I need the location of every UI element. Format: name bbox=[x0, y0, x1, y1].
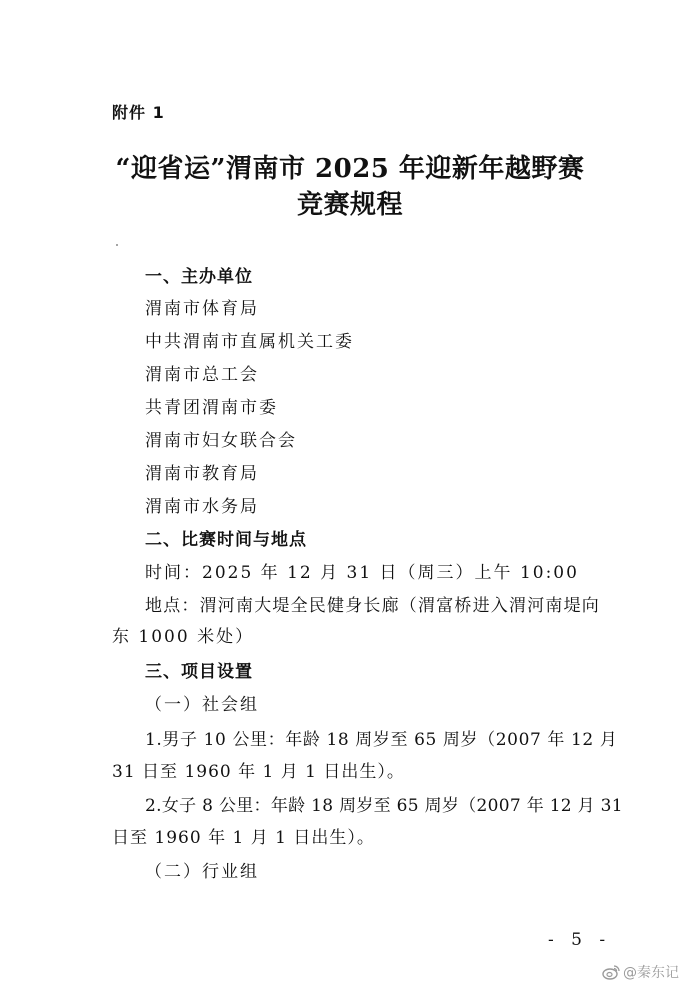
organizer-item: 中共渭南市直属机关工委 bbox=[145, 332, 354, 352]
group-heading-industry: （二）行业组 bbox=[145, 862, 259, 882]
section-heading-time-location: 二、比赛时间与地点 bbox=[145, 530, 307, 550]
document-subtitle: 竞赛规程 bbox=[296, 190, 403, 220]
event-time: 时间：2025 年 12 月 31 日（周三）上午 10:00 bbox=[145, 563, 579, 583]
attachment-label: 附件 1 bbox=[112, 103, 165, 122]
organizer-item: 共青团渭南市委 bbox=[145, 398, 278, 418]
event-item-men: 1.男子 10 公里：年龄 18 周岁至 65 周岁（2007 年 12 月 bbox=[145, 730, 618, 750]
organizer-item: 渭南市总工会 bbox=[145, 365, 259, 385]
page-number: - 5 - bbox=[548, 930, 612, 950]
event-location-continued: 东 1000 米处） bbox=[112, 627, 255, 647]
organizer-item: 渭南市体育局 bbox=[145, 299, 259, 319]
event-item-women-continued: 日至 1960 年 1 月 1 日出生）。 bbox=[112, 828, 375, 848]
document-title: “迎省运”渭南市 2025 年迎新年越野赛 bbox=[115, 154, 585, 184]
scan-speck bbox=[116, 244, 118, 246]
event-location: 地点：渭河南大堤全民健身长廊（渭富桥进入渭河南堤向 bbox=[145, 596, 600, 616]
organizer-item: 渭南市妇女联合会 bbox=[145, 431, 297, 451]
organizer-item: 渭南市教育局 bbox=[145, 464, 259, 484]
weibo-icon bbox=[602, 964, 620, 980]
watermark-text: @秦东记 bbox=[623, 965, 679, 981]
event-item-men-continued: 31 日至 1960 年 1 月 1 日出生）。 bbox=[112, 762, 405, 782]
section-heading-events: 三、项目设置 bbox=[145, 662, 253, 682]
organizer-item: 渭南市水务局 bbox=[145, 497, 259, 517]
event-item-women: 2.女子 8 公里：年龄 18 周岁至 65 周岁（2007 年 12 月 31 bbox=[145, 796, 623, 816]
watermark bbox=[602, 962, 679, 982]
group-heading-social: （一）社会组 bbox=[145, 695, 259, 715]
section-heading-organizers: 一、主办单位 bbox=[145, 267, 253, 287]
